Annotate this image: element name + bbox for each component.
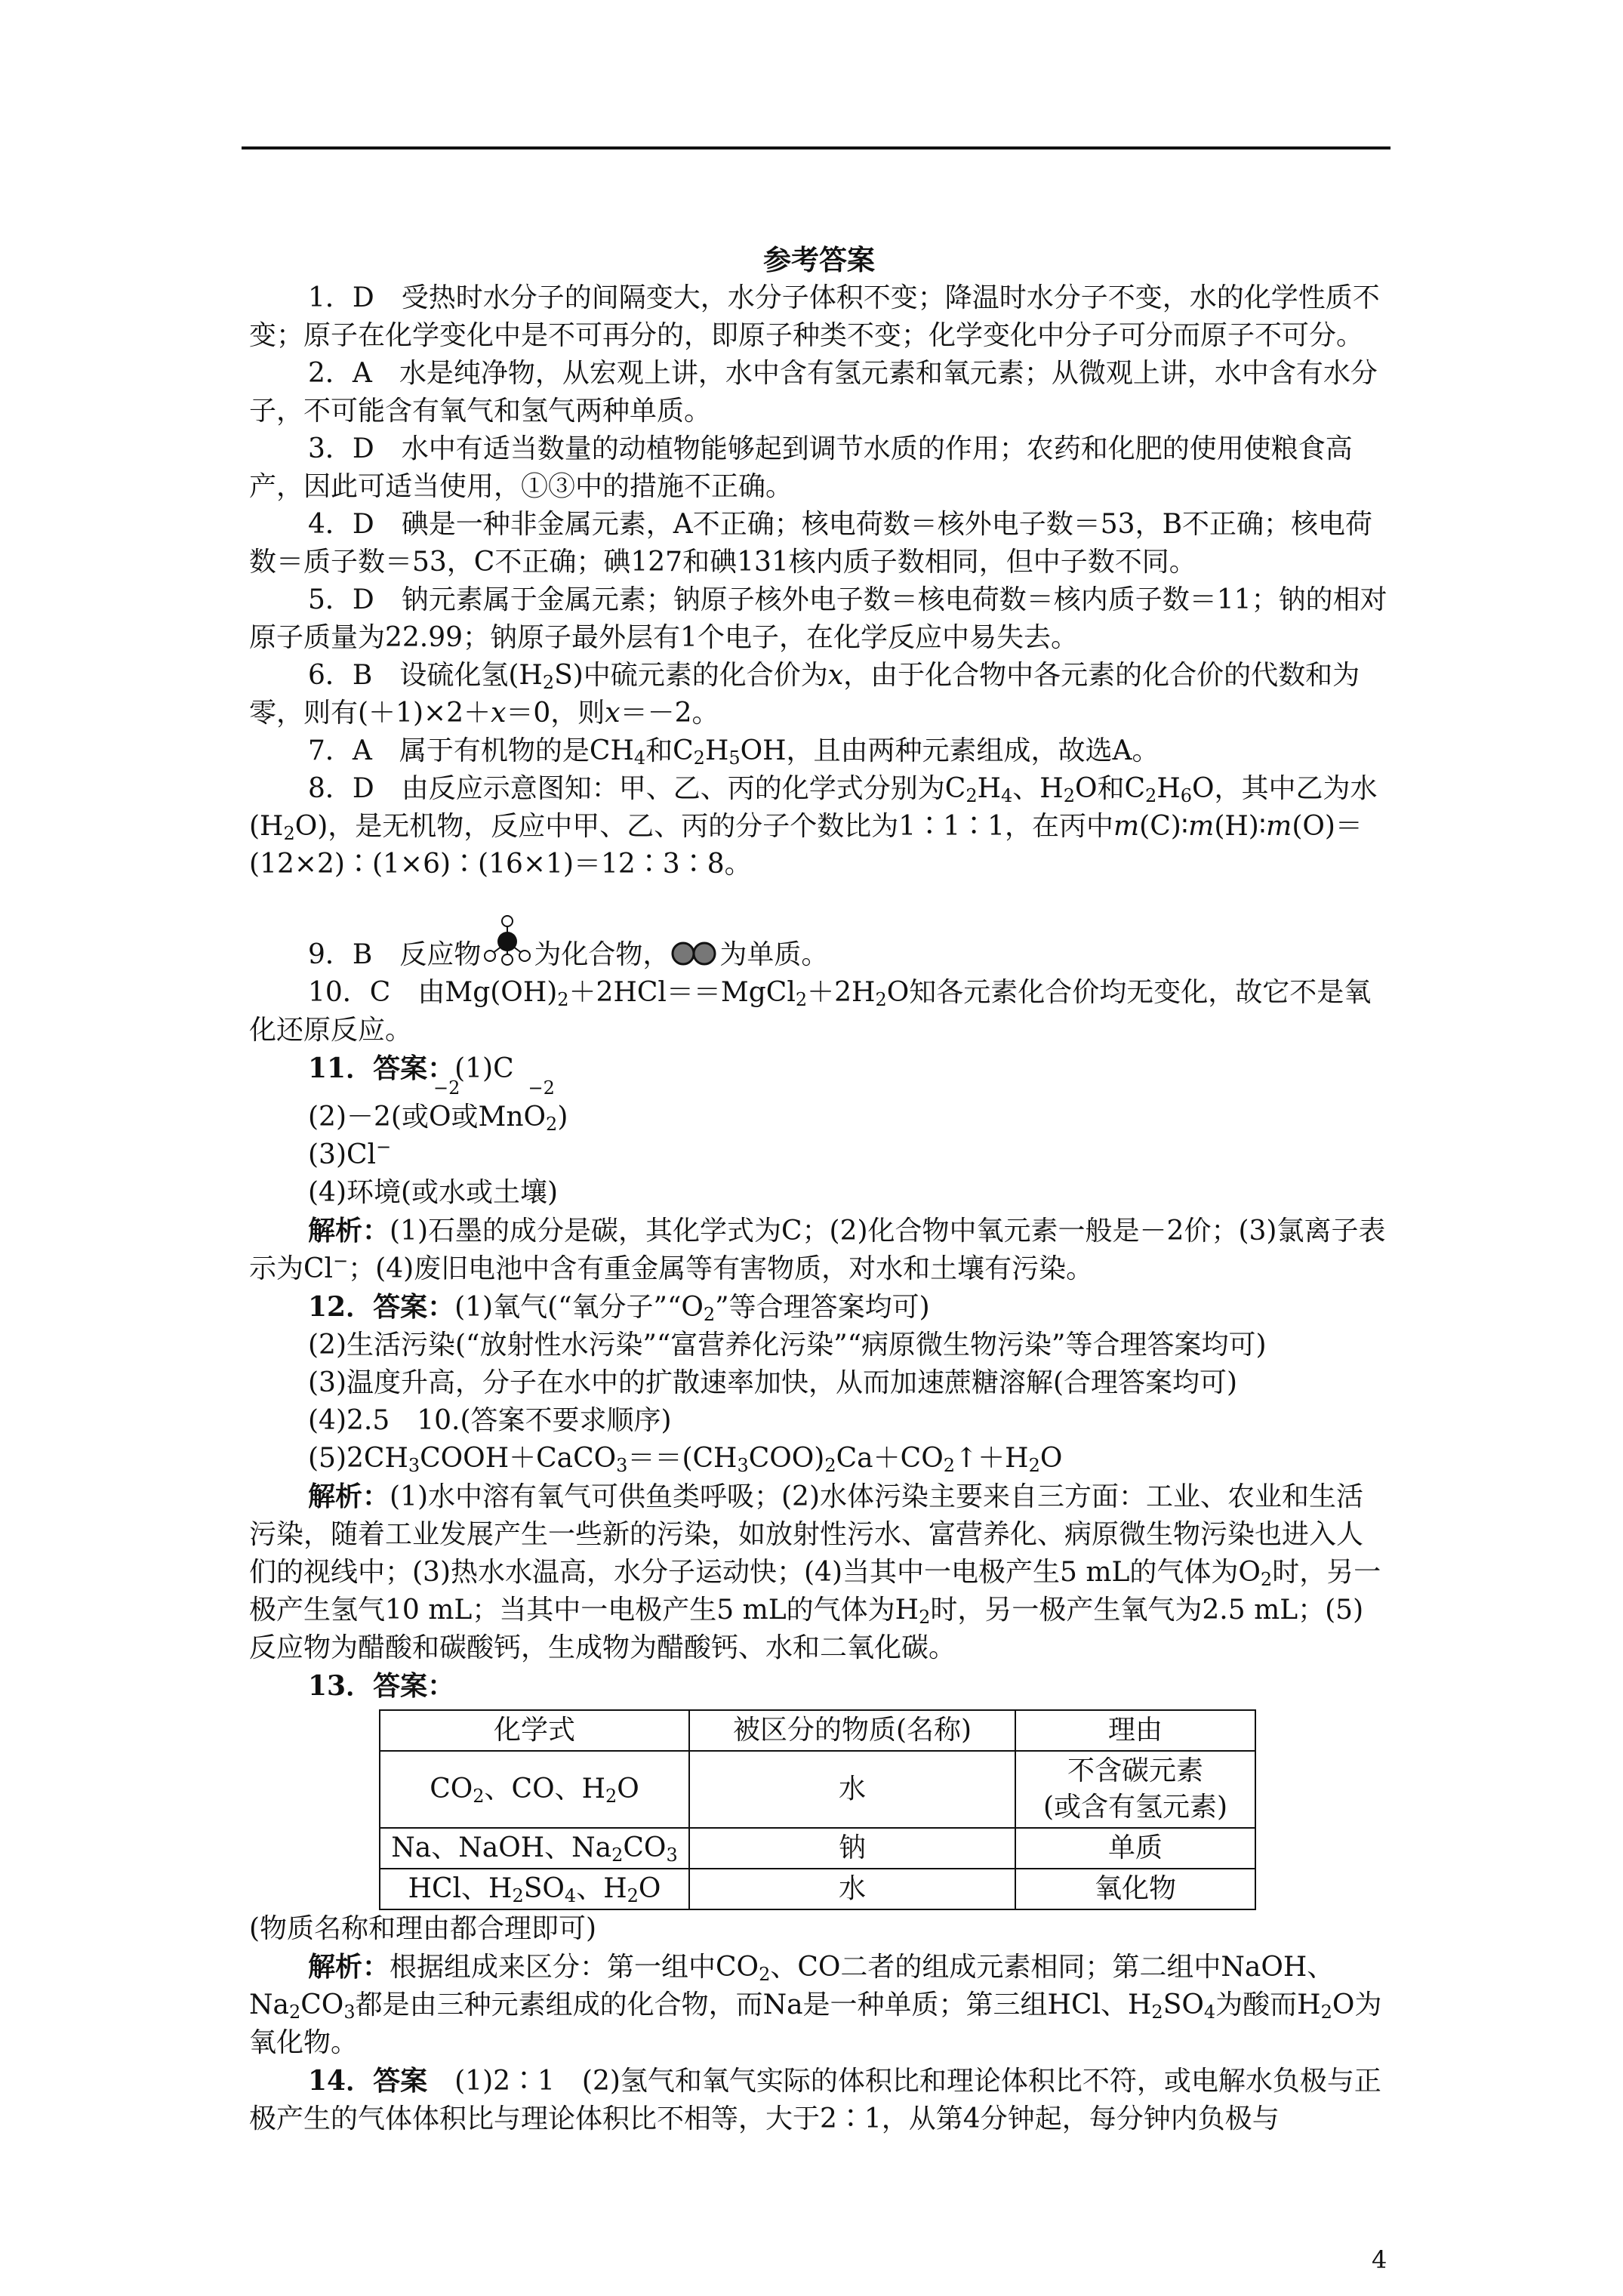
answer-document [249, 240, 1389, 2138]
answer-11-4: (4)环境(或水或土壤) [308, 1177, 559, 1208]
answer-12-explanation: 解析：(1)水中溶有氧气可供鱼类呼吸；(2)水体污染主要来自三方面：工业、农业和生活污染，随着工业发展产生一些新的污染，如放射性污水、富营养化、病原微生物污染也进入人们的视线中；(3)热水水温高，水分子运动快；(4)当其中一电极产生5 mL的气体为$O_2$时，另一极产生氢气10 mL；当其中一电极产生5 mL的气体为$H_2$时，另一极产生氧气为2.5 mL；(5)反应物为醋酸和碳酸钙，生成物为醋酸钙、水和二氧化碳。 [249, 1481, 1381, 1663]
answer-6: 6．B 设硫化氢$(H_2S)$中硫元素的化合价为x，由于化合物中各元素的化合价的代数和为零，则有(＋1)×2＋x＝0，则x＝－2。 [249, 660, 1360, 729]
answer-13-table [379, 1709, 1256, 1910]
table-header-formula: 化学式 [380, 1710, 689, 1751]
table-cell-formula: Na、NaOH、$Na_2CO_3$ [380, 1828, 689, 1869]
table-header-reason: 理由 [1015, 1710, 1255, 1751]
answer-9: 9．B 反应物 为化合物， 为单质。 [249, 914, 1389, 974]
table-row [380, 1869, 1255, 1909]
table-cell-reason: 不含碳元素 (或含有氢元素) [1015, 1751, 1255, 1828]
answer-1: 1．D 受热时水分子的间隔变大，水分子体积不变；降温时水分子不变，水的化学性质不变；原子在化学变化中是不可再分的，即原子种类不变；化学变化中分子可分而原子不可分。 [249, 282, 1380, 351]
answer-12-4: (4)2.5 10.(答案不要求顺序) [308, 1405, 672, 1436]
page-title: 参考答案 [763, 243, 875, 276]
page-number: 4 [1372, 2245, 1387, 2274]
answer-12-5: $(5)2CH_3COOH+CaCO_3==(CH_3COO)_2Ca+CO_2↑+H_2O$ [308, 1443, 1063, 1476]
answer-11-explanation: 解析：(1)石墨的成分是碳，其化学式为C；(2)化合物中氧元素一般是－2价；(3)氯离子表示为Cl−；(4)废旧电池中含有重金属等有害物质，对水和土壤有污染。 [249, 1215, 1386, 1284]
table-cell-substance: 钠 [689, 1828, 1015, 1869]
answer-8: 8．D 由反应示意图知：甲、乙、丙的化学式分别为$C_2H_4$、$H_2O$和$C_2H_6O$，其中乙为水$(H_2O)$，是无机物，反应中甲、乙、丙的分子个数比为1∶1∶1，在丙中m(C)∶m(H)∶m(O)＝(12×2)∶(1×6)∶(16×1)＝12∶3∶8。 [249, 773, 1378, 880]
answer-12-head: 12．答案：(1)氧气(“氧分子$”“O_2$”等合理答案均可) [308, 1291, 930, 1325]
answer-5: 5．D 钠元素属于金属元素；钠原子核外电子数＝核电荷数＝核内质子数＝11；钠的相对原子质量为22.99；钠原子最外层有1个电子，在化学反应中易失去。 [249, 584, 1387, 653]
table-cell-reason: 单质 [1015, 1828, 1255, 1869]
table-cell-formula: HCl、$H_2SO_4$、$H_2O$ [380, 1869, 689, 1909]
table-cell-formula: $CO_2$、CO、$H_2O$ [380, 1751, 689, 1828]
table-cell-substance: 水 [689, 1751, 1015, 1828]
answer-12-3: (3)温度升高，分子在水中的扩散速率加快，从而加速蔗糖溶解(合理答案均可) [308, 1367, 1238, 1398]
answer-4: 4．D 碘是一种非金属元素，A不正确；核电荷数＝核外电子数＝53，B不正确；核电荷数＝质子数＝53，C不正确；碘127和碘131核内质子数相同，但中子数不同。 [249, 509, 1373, 578]
answer-11-head: 11．答案：(1)C [308, 1052, 514, 1084]
compound-molecule-icon [481, 914, 534, 966]
header-rule [242, 146, 1390, 149]
answer-12-2: (2)生活污染(“放射性水污染”“富营养化污染”“病原微生物污染”等合理答案均可) [308, 1330, 1267, 1361]
answer-13-head: 13．答案： [308, 1670, 455, 1702]
answer-10: 10．C 由$Mg(OH)_2+2HCl==MgCl_2+2H_2O$知各元素化合价均无变化，故它不是氧化还原反应。 [249, 977, 1372, 1046]
table-cell-reason: 氧化物 [1015, 1869, 1255, 1909]
element-molecule-icon [670, 941, 719, 966]
table-row [380, 1828, 1255, 1869]
table-header-substance: 被区分的物质(名称) [689, 1710, 1015, 1751]
answer-2: 2．A 水是纯净物，从宏观上讲，水中含有氢元素和氧元素；从微观上讲，水中含有水分子，不可能含有氧气和氢气两种单质。 [249, 358, 1378, 427]
table-header-row [380, 1710, 1255, 1751]
answer-13-note: (物质名称和理由都合理即可) [249, 1913, 597, 1944]
answer-7: 7．A 属于有机物的是$CH_4$和$C_2H_5OH$，且由两种元素组成，故选A。 [308, 735, 1160, 769]
table-row [380, 1751, 1255, 1828]
answer-11-3: (3)Cl− [308, 1136, 392, 1170]
answer-3: 3．D 水中有适当数量的动植物能够起到调节水质的作用；农药和化肥的使用使粮食高产，因此可适当使用，①③中的措施不正确。 [249, 433, 1353, 502]
answer-11-2: (2)－2(或 −2 O或Mn −2 $O_2$) [308, 1077, 568, 1135]
table-cell-substance: 水 [689, 1869, 1015, 1909]
answer-14: 14．答案 (1)2∶1 (2)氢气和氧气实际的体积比和理论体积比不符，或电解水负极与正极产生的气体体积比与理论体积比不相等，大于2∶1，从第4分钟起，每分钟内负极与 [249, 2065, 1381, 2134]
answer-13-explanation: 解析：根据组成来区分：第一组中$CO_2$、CO二者的组成元素相同；第二组中NaOH、$Na_2CO_3$都是由三种元素组成的化合物，而Na是一种单质；第三组HCl、$H_2SO_4$为酸而$H_2O$为氧化物。 [249, 1951, 1382, 2058]
